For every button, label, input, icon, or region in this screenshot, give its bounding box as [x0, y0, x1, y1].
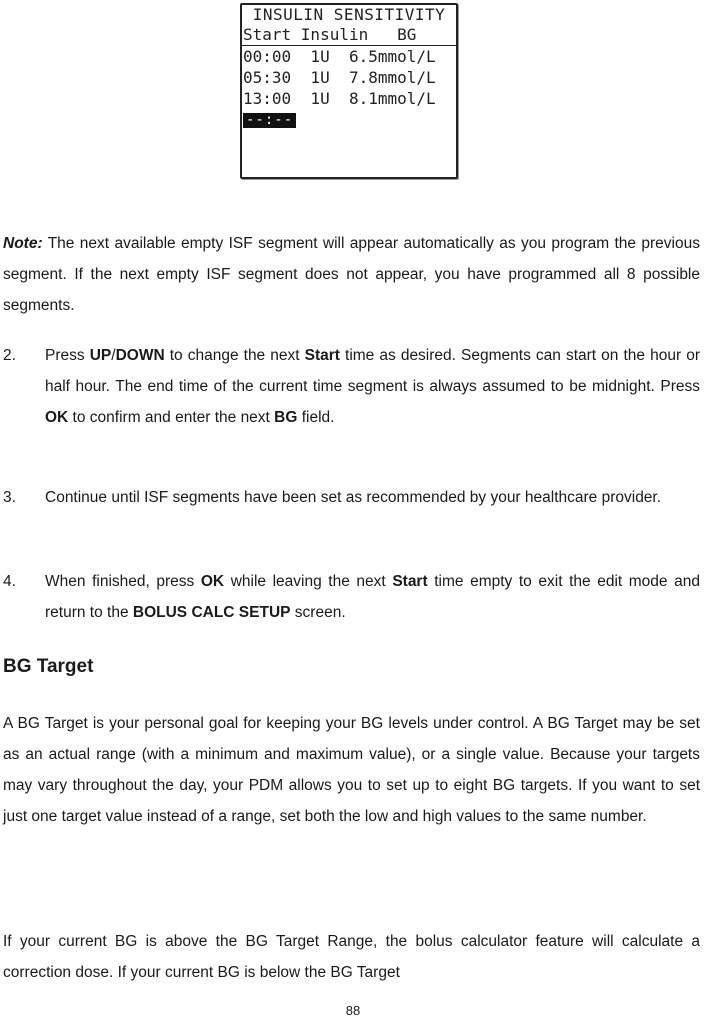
- step-text: Press UP/DOWN to change the next Start time as desired. Segments can start on the hour or half hour. The end time of the current time segment is always assumed to be midnight. Press OK to confirm and enter the next BG field.: [45, 347, 700, 426]
- note-label: Note:: [3, 235, 43, 252]
- step-text: Continue until ISF segments have been set as recommended by your healthcare provider.: [45, 489, 662, 506]
- isf-segment-row: 13:00 1U 8.1mmol/L: [243, 89, 436, 108]
- screen-title: INSULIN SENSITIVITY: [252, 5, 446, 24]
- note-paragraph: [3, 228, 700, 321]
- pdm-screen: [240, 3, 458, 179]
- time-entry-cursor: --:--: [243, 113, 296, 128]
- bg-target-paragraph: A BG Target is your personal goal for keeping your BG levels under control. A BG Target may be set as an actual range (with a minimum and maximum value), or a single value. Because your targets may vary throughout the day, your PDM allows you to set up to eight BG targets. If you want to set just one target value instead of a range, set both the low and high values to the same number.: [3, 715, 700, 825]
- isf-segment-row: 00:00 1U 6.5mmol/L: [243, 47, 436, 66]
- page-number: 88: [345, 1003, 361, 1018]
- step-number: 2.: [3, 347, 16, 364]
- step-text: When finished, press OK while leaving the next Start time empty to exit the edit mode and return to the BOLUS CALC SETUP screen.: [45, 573, 700, 621]
- section-heading: BG Target: [3, 656, 94, 677]
- step-number: 3.: [3, 489, 16, 506]
- screen-column-header: Start Insulin BG: [242, 25, 456, 46]
- bg-target-range-paragraph: If your current BG is above the BG Target Range, the bolus calculator feature will calculate a correction dose. If your current BG is below the BG Target: [3, 933, 700, 981]
- note-text: The next available empty ISF segment will appear automatically as you program the previous segment. If the next empty ISF segment does not appear, you have programmed all 8 possible segments.: [3, 235, 700, 314]
- step-number: 4.: [3, 573, 16, 590]
- isf-segment-row: 05:30 1U 7.8mmol/L: [243, 68, 436, 87]
